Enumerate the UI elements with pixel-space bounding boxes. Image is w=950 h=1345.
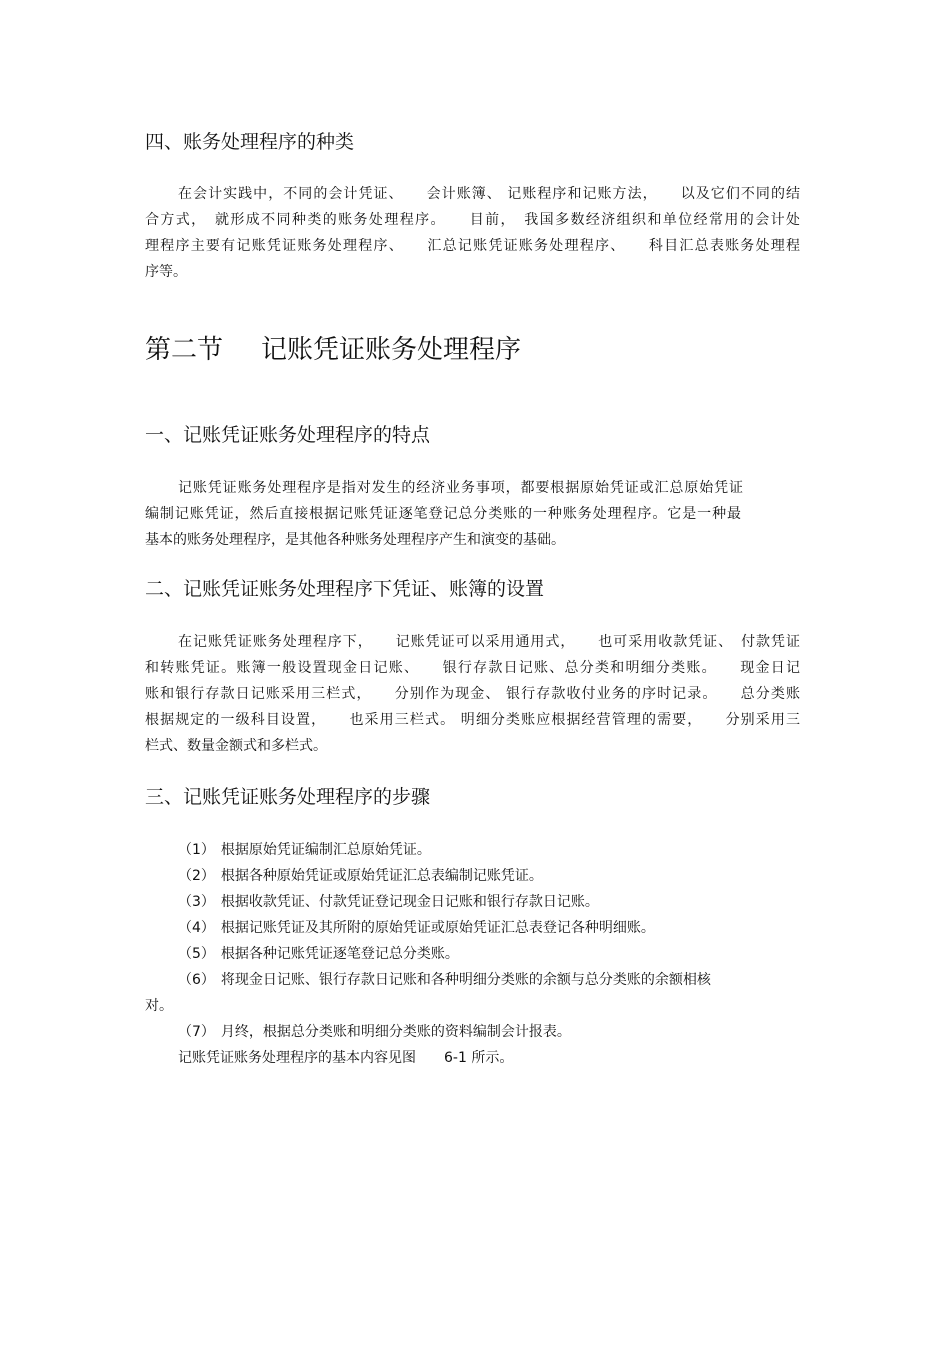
types-para-line-3: 理程序主要有记账凭证账务处理程序、 汇总记账凭证账务处理程序、 科目汇总表账务处理程 <box>145 238 800 254</box>
features-para-line-1: 记账凭证账务处理程序是指对发生的经济业务事项，都要根据原始凭证或汇总原始凭证 <box>178 480 743 496</box>
section-heading-setup: 二、记账凭证账务处理程序下凭证、账簿的设置 <box>145 578 545 600</box>
step-item <box>178 944 459 964</box>
types-para-line-1: 在会计实践中，不同的会计凭证、 会计账簿、 记账程序和记账方法， 以及它们不同的结 <box>178 186 800 202</box>
step-text: 根据各种原始凭证或原始凭证汇总表编制记账凭证。 <box>220 868 543 884</box>
step-number: （7） <box>178 1024 215 1040</box>
features-para-line-2: 编制记账凭证，然后直接根据记账凭证逐笔登记总分类账的一种账务处理程序。它是一种最 <box>145 506 741 522</box>
closing-sentence: 记账凭证账务处理程序的基本内容见图 6-1 所示。 <box>178 1050 514 1066</box>
section-heading-features: 一、记账凭证账务处理程序的特点 <box>145 424 431 446</box>
step-item <box>178 840 431 860</box>
step-item <box>178 918 655 938</box>
section-heading-types: 四、账务处理程序的种类 <box>145 131 355 153</box>
setup-para-line-2: 和转账凭证。账簿一般设置现金日记账、 银行存款日记账、总分类和明细分类账。 现金日记 <box>145 660 800 676</box>
step-number: （4） <box>178 920 215 936</box>
types-para-line-2: 合方式， 就形成不同种类的账务处理程序。 目前， 我国多数经济组织和单位经常用的会计处 <box>145 212 800 228</box>
step-text: 根据收款凭证、付款凭证登记现金日记账和银行存款日记账。 <box>220 894 599 910</box>
step-item <box>178 892 599 912</box>
step-number: （1） <box>178 842 215 858</box>
step-text: 根据各种记账凭证逐笔登记总分类账。 <box>220 946 459 962</box>
section-heading-steps: 三、记账凭证账务处理程序的步骤 <box>145 786 431 808</box>
step-item <box>178 1022 571 1042</box>
setup-para-line-1: 在记账凭证账务处理程序下， 记账凭证可以采用通用式， 也可采用收款凭证、 付款凭证 <box>178 634 800 650</box>
step-number: （6） <box>178 972 215 988</box>
chapter-title <box>145 334 521 366</box>
step-number: （3） <box>178 894 215 910</box>
step-text: 月终，根据总分类账和明细分类账的资料编制会计报表。 <box>220 1024 571 1040</box>
step-item <box>178 866 543 886</box>
step-item <box>178 970 711 990</box>
step-number: （5） <box>178 946 215 962</box>
setup-para-line-4: 根据规定的一级科目设置， 也采用三栏式。 明细分类账应根据经营管理的需要， 分别采用三 <box>145 712 800 728</box>
chapter-number: 第二节 <box>145 335 224 365</box>
step-text: 将现金日记账、银行存款日记账和各种明细分类账的余额与总分类账的余额相核 <box>220 972 711 988</box>
step-continuation: 对。 <box>145 998 173 1014</box>
step-text: 根据记账凭证及其所附的原始凭证或原始凭证汇总表登记各种明细账。 <box>220 920 655 936</box>
features-para-line-3: 基本的账务处理程序，是其他各种账务处理程序产生和演变的基础。 <box>145 532 565 548</box>
setup-para-line-3: 账和银行存款日记账采用三栏式， 分别作为现金、 银行存款收付业务的序时记录。 总分类账 <box>145 686 800 702</box>
chapter-name: 记账凭证账务处理程序 <box>261 335 522 365</box>
step-number: （2） <box>178 868 215 884</box>
setup-para-line-5: 栏式、数量金额式和多栏式。 <box>145 738 327 754</box>
step-text: 根据原始凭证编制汇总原始凭证。 <box>220 842 431 858</box>
types-para-line-4: 序等。 <box>145 264 187 280</box>
